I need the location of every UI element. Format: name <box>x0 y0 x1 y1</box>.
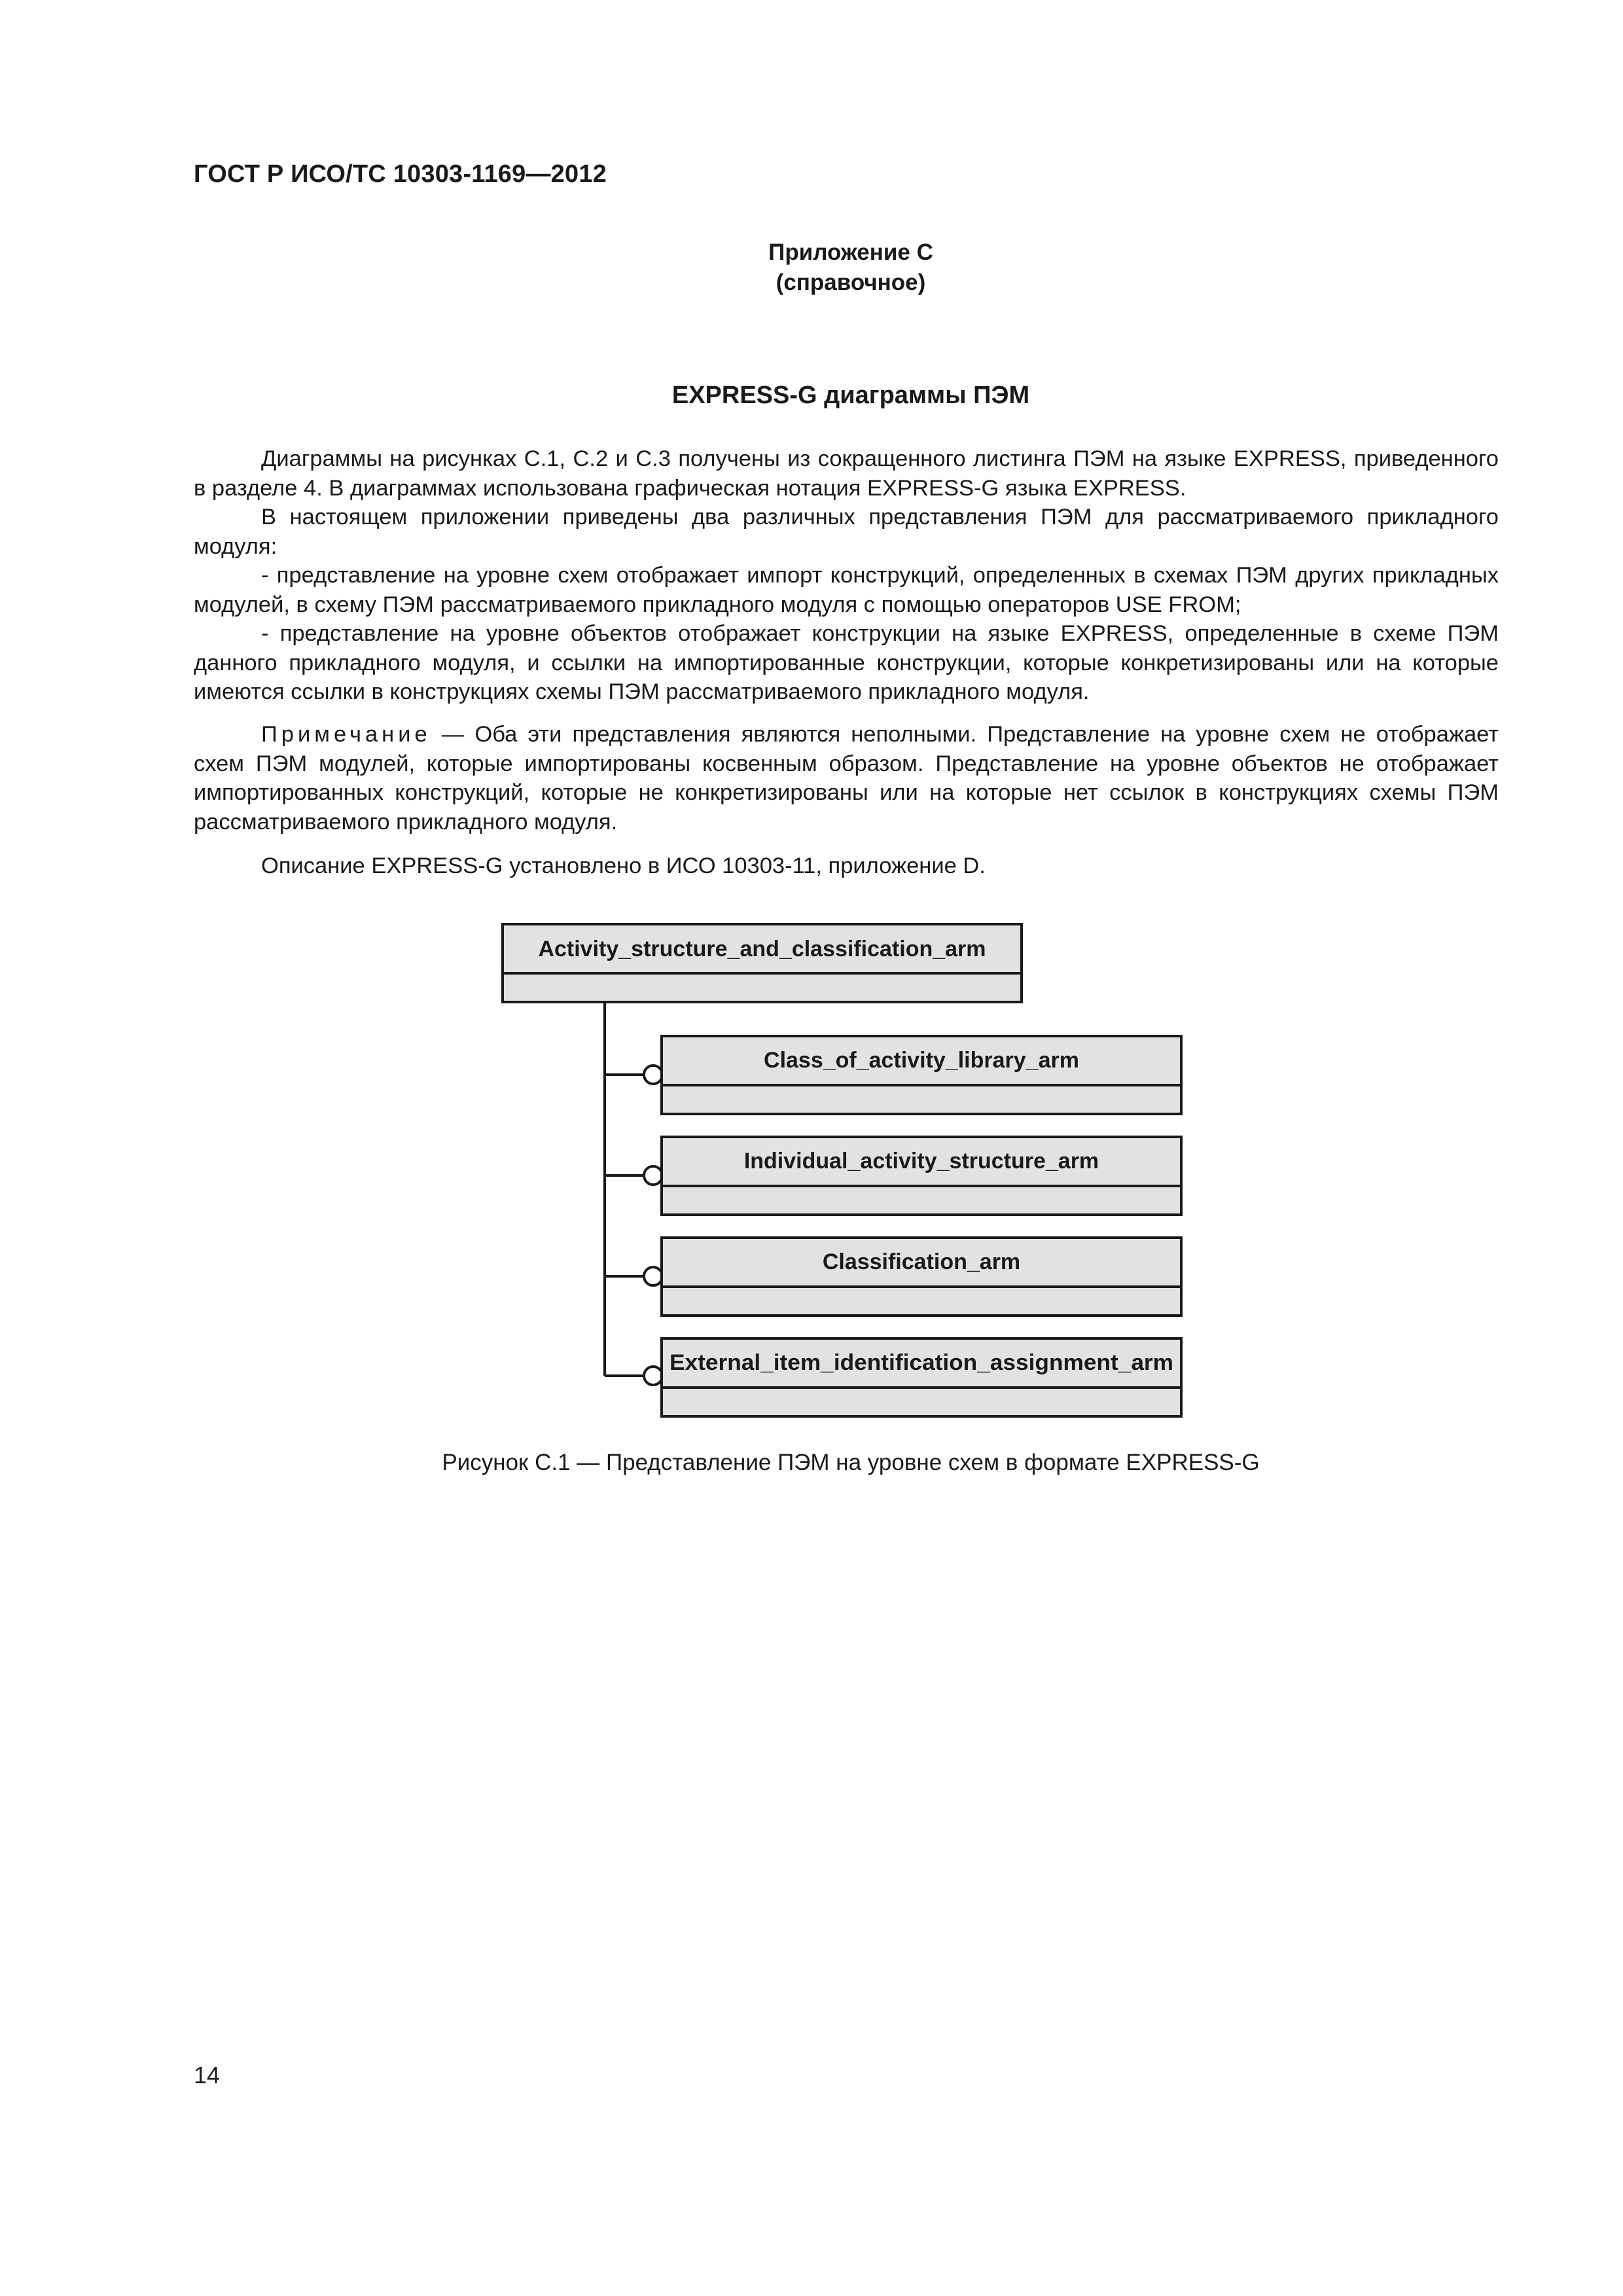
use-from-circle-icon <box>644 1367 662 1385</box>
imported-schema-4 <box>605 1338 1181 1416</box>
use-from-circle-icon <box>644 1166 662 1185</box>
note-label: Примечание <box>261 722 431 747</box>
imported-schema-3 <box>605 1238 1181 1316</box>
paragraph-representations: В настоящем приложении приведены два различных представления ПЭМ для рассматриваемого прикладного модуля: <box>194 505 1499 559</box>
imported-schema-title: Classification_arm <box>822 1249 1021 1274</box>
imported-schema-1 <box>605 1036 1181 1114</box>
note-text: — Оба эти представления являются неполными. Представление на уровне схем не отображает схем ПЭМ модулей, которые импортированы косвенным образом. Представление на уровне объектов не отображает импортированных конструкций, которые не конкретизированы или на которые нет ссылок в конструкциях схемы ПЭМ рассматриваемого прикладного модуля. <box>194 722 1499 834</box>
root-schema-title: Activity_structure_and_classification_arm <box>538 937 986 961</box>
paragraph-object-level: - представление на уровне объектов отображает конструкции на языке EXPRESS, определенные в схеме ПЭМ данного прикладного модуля, и ссылки на импортированные конструкции, которые конкретизированы или на которые имеются ссылки в конструкциях схемы ПЭМ рассматриваемого прикладного модуля. <box>194 621 1499 705</box>
imported-schema-title: Individual_activity_structure_arm <box>743 1149 1099 1174</box>
imported-schema-2 <box>605 1137 1181 1215</box>
appendix-kind: (справочное) <box>776 270 926 295</box>
section-title: EXPRESS-G диаграммы ПЭМ <box>671 382 1030 409</box>
paragraph-express-g-reference: Описание EXPRESS-G установлено в ИСО 10303-11, приложение D. <box>261 853 986 878</box>
paragraph-schema-level: - представление на уровне схем отображает импорт конструкций, определенных в схемах ПЭМ других прикладных модулей, в схему ПЭМ рассматриваемого прикладного модуля с помощью операторов USE FROM; <box>194 563 1499 617</box>
appendix-title: Приложение С <box>768 240 933 265</box>
use-from-circle-icon <box>644 1066 662 1084</box>
paragraph-intro: Диаграммы на рисунках С.1, С.2 и С.3 получены из сокращенного листинга ПЭМ на языке EXPRESS, приведенного в разделе 4. В диаграммах использована графическая нотация EXPRESS-G языка EXPRESS. <box>194 446 1499 501</box>
document-code: ГОСТ Р ИСО/ТС 10303-1169—2012 <box>194 160 607 188</box>
figure-caption: Рисунок С.1 — Представление ПЭМ на уровне схем в формате EXPRESS-G <box>442 1450 1260 1475</box>
imported-schema-title: Class_of_activity_library_arm <box>764 1048 1079 1073</box>
imported-schema-title: External_item_identification_assignment_arm <box>669 1350 1173 1375</box>
root-schema-box <box>503 924 1022 1002</box>
use-from-circle-icon <box>644 1267 662 1285</box>
page-number: 14 <box>194 2062 221 2089</box>
